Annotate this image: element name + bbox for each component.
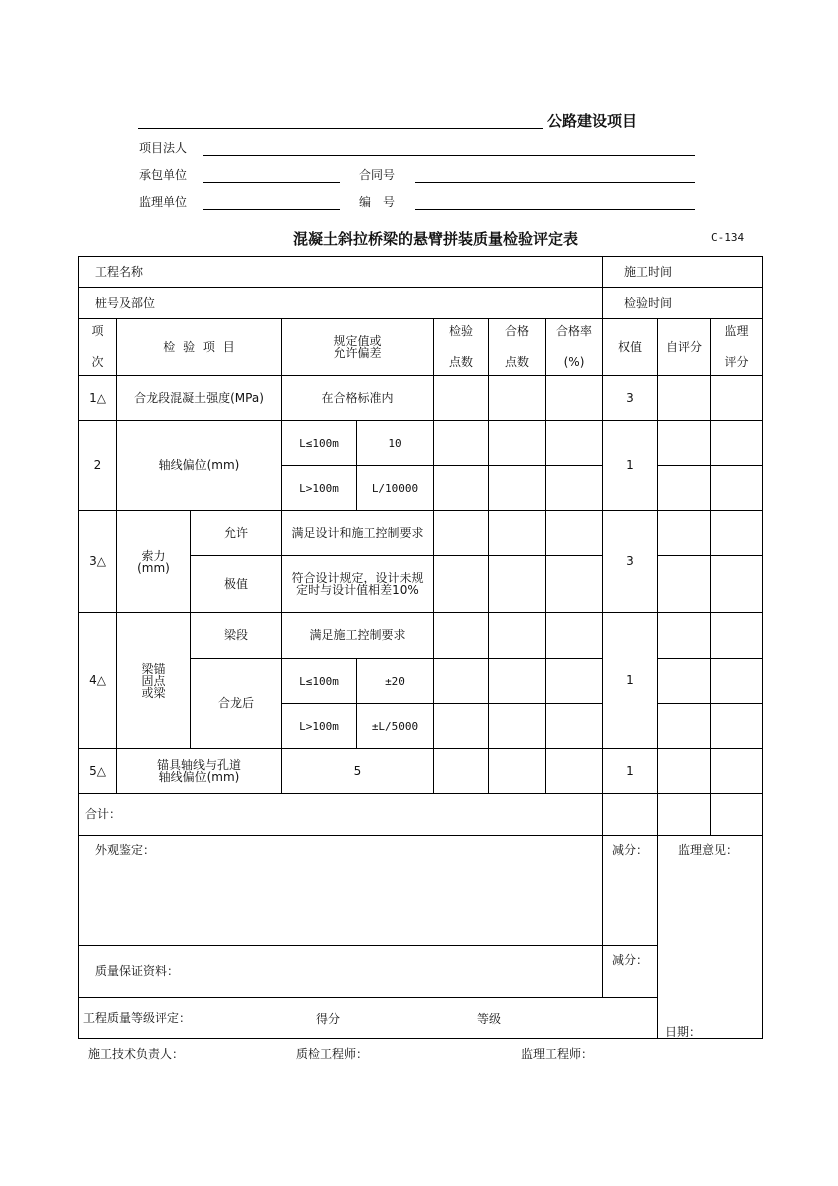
entry-cell-pass[interactable] (488, 375, 546, 421)
row2-cond2: L>100m (281, 465, 357, 511)
row4-item (116, 612, 191, 749)
entry-cell-points[interactable] (433, 420, 489, 466)
entry-cell-points[interactable] (433, 658, 489, 704)
row4-val1: ±20 (356, 658, 434, 704)
row5-item-2: 轴线偏位(mm) (158, 770, 240, 784)
entry-cell-self[interactable] (657, 420, 711, 466)
date-label: 日期： (665, 1025, 702, 1039)
qc-engineer-label: 质检工程师： (296, 1047, 369, 1061)
row4-spec1: 满足施工控制要求 (281, 612, 434, 659)
header-item: 检 验 项 目 (116, 318, 282, 376)
station-cell[interactable]: 桩号及部位 (78, 287, 603, 319)
score-label: 得分 (316, 1012, 341, 1026)
quality-docs-cell[interactable]: 质量保证资料： (78, 945, 603, 998)
grade-eval-label: 工程质量等级评定： (83, 1010, 192, 1025)
row3-spec2-2: 定时与设计值相差10% (296, 583, 419, 597)
header-pass-1: 合格 (504, 324, 529, 338)
entry-cell-pass[interactable] (488, 555, 546, 613)
entry-cell-points[interactable] (433, 748, 489, 794)
row2-val1: 10 (356, 420, 434, 466)
entry-cell-self[interactable] (657, 555, 711, 613)
contractor-label: 承包单位 (139, 168, 188, 182)
header-pass-2: 点数 (504, 355, 529, 369)
deduct1-cell[interactable]: 减分： (602, 835, 658, 946)
row4-cond2: L>100m (281, 703, 357, 749)
row3-item-1: 索力 (141, 548, 166, 563)
row1-weight: 3 (602, 375, 658, 421)
entry-cell-rate[interactable] (545, 703, 603, 749)
row2-val2: L/10000 (356, 465, 434, 511)
entry-cell-pass[interactable] (488, 612, 546, 659)
form-code: C-134 (711, 231, 745, 244)
entry-cell-points[interactable] (433, 465, 489, 511)
entry-cell-pass[interactable] (488, 420, 546, 466)
header-self: 自评分 (657, 318, 711, 376)
header-rate (545, 318, 603, 376)
header-points-2: 点数 (448, 355, 473, 369)
entry-cell-rate[interactable] (545, 420, 603, 466)
entry-cell-self[interactable] (657, 703, 711, 749)
total-supervisor-cell[interactable] (710, 793, 763, 836)
entry-cell-points[interactable] (433, 703, 489, 749)
row5-spec: 5 (281, 748, 434, 794)
row3-no: 3△ (78, 510, 117, 613)
row3-item (116, 510, 191, 613)
form-title: 混凝土斜拉桥梁的悬臂拼装质量检验评定表 (293, 230, 579, 248)
header-supervisor (710, 318, 763, 376)
header-sup-2: 评分 (724, 355, 749, 369)
header-no-1: 项 (91, 324, 104, 338)
row5-item (116, 748, 282, 794)
row3-weight: 3 (602, 510, 658, 613)
construction-time-cell[interactable]: 施工时间 (602, 256, 763, 288)
entry-cell-supervisor[interactable] (710, 703, 763, 749)
total-label: 合计： (78, 793, 603, 836)
project-suffix: 公路建设项目 (547, 112, 638, 130)
inspection-time-cell[interactable]: 检验时间 (602, 287, 763, 319)
row4-item-2: 固点 (141, 673, 166, 688)
supervisor-label: 监理单位 (139, 195, 188, 209)
header-no-2: 次 (91, 355, 104, 369)
header-spec (281, 318, 434, 376)
row1-no: 1△ (78, 375, 117, 421)
entry-cell-self[interactable] (657, 658, 711, 704)
entry-cell-supervisor[interactable] (710, 658, 763, 704)
header-rate-2: (%) (563, 355, 585, 369)
row4-item-3: 或梁 (141, 685, 166, 700)
total-weight-cell[interactable] (602, 793, 658, 836)
supervisor-engineer-label: 监理工程师： (521, 1047, 594, 1061)
header-spec-1: 规定值或 (333, 334, 382, 348)
entry-cell-supervisor[interactable] (710, 510, 763, 556)
row4-no: 4△ (78, 612, 117, 749)
row2-item: 轴线偏位(mm) (116, 420, 282, 511)
entry-cell-supervisor[interactable] (710, 465, 763, 511)
header-pass (488, 318, 546, 376)
row2-cond1: L≤100m (281, 420, 357, 466)
grade-label: 等级 (477, 1012, 502, 1026)
row4-item-1: 梁锚 (141, 661, 166, 676)
entry-cell-supervisor[interactable] (710, 555, 763, 613)
entry-cell-pass[interactable] (488, 465, 546, 511)
row5-weight: 1 (602, 748, 658, 794)
contractor-field[interactable] (203, 182, 340, 183)
entry-cell-rate[interactable] (545, 658, 603, 704)
entry-cell-supervisor[interactable] (710, 375, 763, 421)
row4-sub2: 合龙后 (190, 658, 282, 749)
deduct2-cell[interactable]: 减分： (602, 945, 658, 998)
row3-sub1: 允许 (190, 510, 282, 556)
entry-cell-rate[interactable] (545, 555, 603, 613)
header-sup-1: 监理 (724, 324, 749, 338)
row2-no: 2 (78, 420, 117, 511)
row3-sub2: 极值 (190, 555, 282, 613)
entry-cell-rate[interactable] (545, 375, 603, 421)
entry-cell-self[interactable] (657, 510, 711, 556)
project-name-line (138, 128, 543, 129)
entry-cell-points[interactable] (433, 612, 489, 659)
row4-sub1: 梁段 (190, 612, 282, 659)
serial-label: 编 号 (359, 195, 396, 209)
grade-eval-cell[interactable] (78, 997, 658, 1039)
row3-spec2-1: 符合设计规定，设计未规 (291, 571, 424, 585)
total-self-cell[interactable] (657, 793, 711, 836)
entry-cell-supervisor[interactable] (710, 748, 763, 794)
entry-cell-pass[interactable] (488, 748, 546, 794)
entry-cell-pass[interactable] (488, 658, 546, 704)
row4-weight: 1 (602, 612, 658, 749)
entry-cell-self[interactable] (657, 465, 711, 511)
header-points-1: 检验 (448, 324, 473, 338)
row5-item-1: 锚具轴线与孔道 (156, 758, 241, 772)
row2-weight: 1 (602, 420, 658, 511)
entry-cell-supervisor[interactable] (710, 612, 763, 659)
supervisor-opinion-label: 监理意见： (678, 843, 739, 857)
entry-cell-points[interactable] (433, 555, 489, 613)
entry-cell-pass[interactable] (488, 703, 546, 749)
contract-no-field[interactable] (415, 182, 695, 183)
contract-no-label: 合同号 (359, 168, 396, 182)
entry-cell-points[interactable] (433, 510, 489, 556)
appearance-cell[interactable]: 外观鉴定： (78, 835, 603, 946)
header-points (433, 318, 489, 376)
row3-spec2 (281, 555, 434, 613)
entry-cell-self[interactable] (657, 748, 711, 794)
entry-cell-supervisor[interactable] (710, 420, 763, 466)
entry-cell-rate[interactable] (545, 510, 603, 556)
row4-cond1: L≤100m (281, 658, 357, 704)
header-rate-1: 合格率 (555, 324, 592, 338)
entry-cell-points[interactable] (433, 375, 489, 421)
owner-label: 项目法人 (139, 141, 188, 155)
supervisor-opinion-cell[interactable] (657, 835, 763, 1039)
owner-field[interactable] (203, 155, 695, 156)
entry-cell-self[interactable] (657, 375, 711, 421)
row4-val2: ±L/5000 (356, 703, 434, 749)
entry-cell-rate[interactable] (545, 748, 603, 794)
header-weight: 权值 (602, 318, 658, 376)
row1-spec: 在合格标准内 (281, 375, 434, 421)
entry-cell-rate[interactable] (545, 612, 603, 659)
row1-item: 合龙段混凝土强度(MPa) (116, 375, 282, 421)
entry-cell-pass[interactable] (488, 510, 546, 556)
serial-field[interactable] (415, 209, 695, 210)
project-name-cell[interactable]: 工程名称 (78, 256, 603, 288)
header-spec-2: 允许偏差 (333, 346, 382, 360)
row3-spec1: 满足设计和施工控制要求 (281, 510, 434, 556)
header-no (78, 318, 117, 376)
row3-item-2: (mm) (137, 560, 170, 575)
supervisor-field[interactable] (203, 209, 340, 210)
entry-cell-self[interactable] (657, 612, 711, 659)
tech-lead-label: 施工技术负责人： (88, 1047, 185, 1061)
entry-cell-rate[interactable] (545, 465, 603, 511)
row5-no: 5△ (78, 748, 117, 794)
